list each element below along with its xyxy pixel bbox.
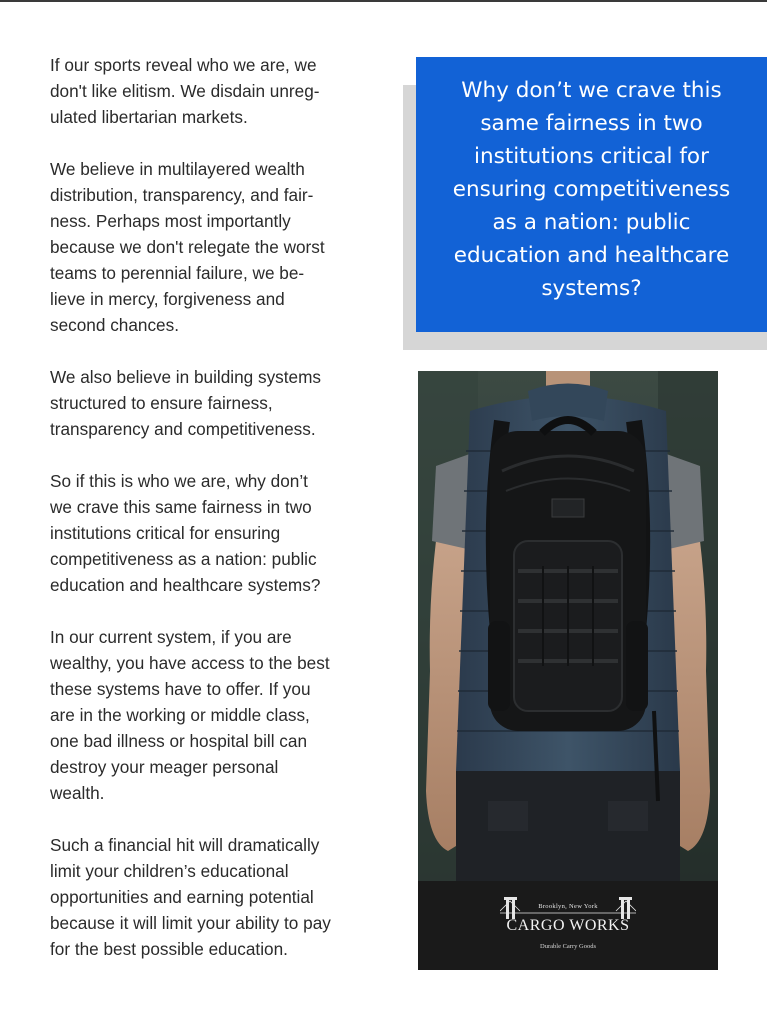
brand-bar (418, 881, 718, 970)
article-paragraph: We also believe in building systems structured to ensure fairness, transparency and competitiveness. (50, 367, 321, 439)
article-body (50, 52, 365, 988)
article-paragraph: So if this is who we are, why don’t we crave this same fairness in two institutions critical for ensuring competitiveness as a nation: public education and healthcare systems? (50, 471, 321, 595)
top-rule (0, 0, 767, 2)
pull-quote-text: Why don’t we crave this same fairness in two institutions critical for ensuring competitiveness as a nation: public education and healthcare systems? (452, 78, 731, 301)
ad-brand-name: CARGO WORKS (506, 917, 630, 934)
article-paragraph: If our sports reveal who we are, we don't like elitism. We disdain unreg- ulated libertarian markets. (50, 55, 320, 127)
ad-tagline: Durable Carry Goods (540, 943, 596, 950)
ad-city: Brooklyn, New York (538, 903, 598, 910)
article-paragraph: We believe in multilayered wealth distribution, transparency, and fair- ness. Perhaps most importantly because we don't relegate the worst teams to perennial failure, we be- lieve in mercy, forgiveness and second chances. (50, 159, 325, 335)
backpack-photo (418, 371, 718, 881)
backpack-ad[interactable] (418, 371, 718, 970)
pull-quote (416, 57, 767, 332)
article-paragraph: In our current system, if you are wealthy, you have access to the best these systems have to offer. If you are in the working or middle class, one bad illness or hospital bill can destroy your meager personal wealth. (50, 627, 330, 803)
article-paragraph: Such a financial hit will dramatically limit your children’s educational opportunities and earning potential because it will limit your ability to pay for the best possible education. (50, 835, 331, 959)
